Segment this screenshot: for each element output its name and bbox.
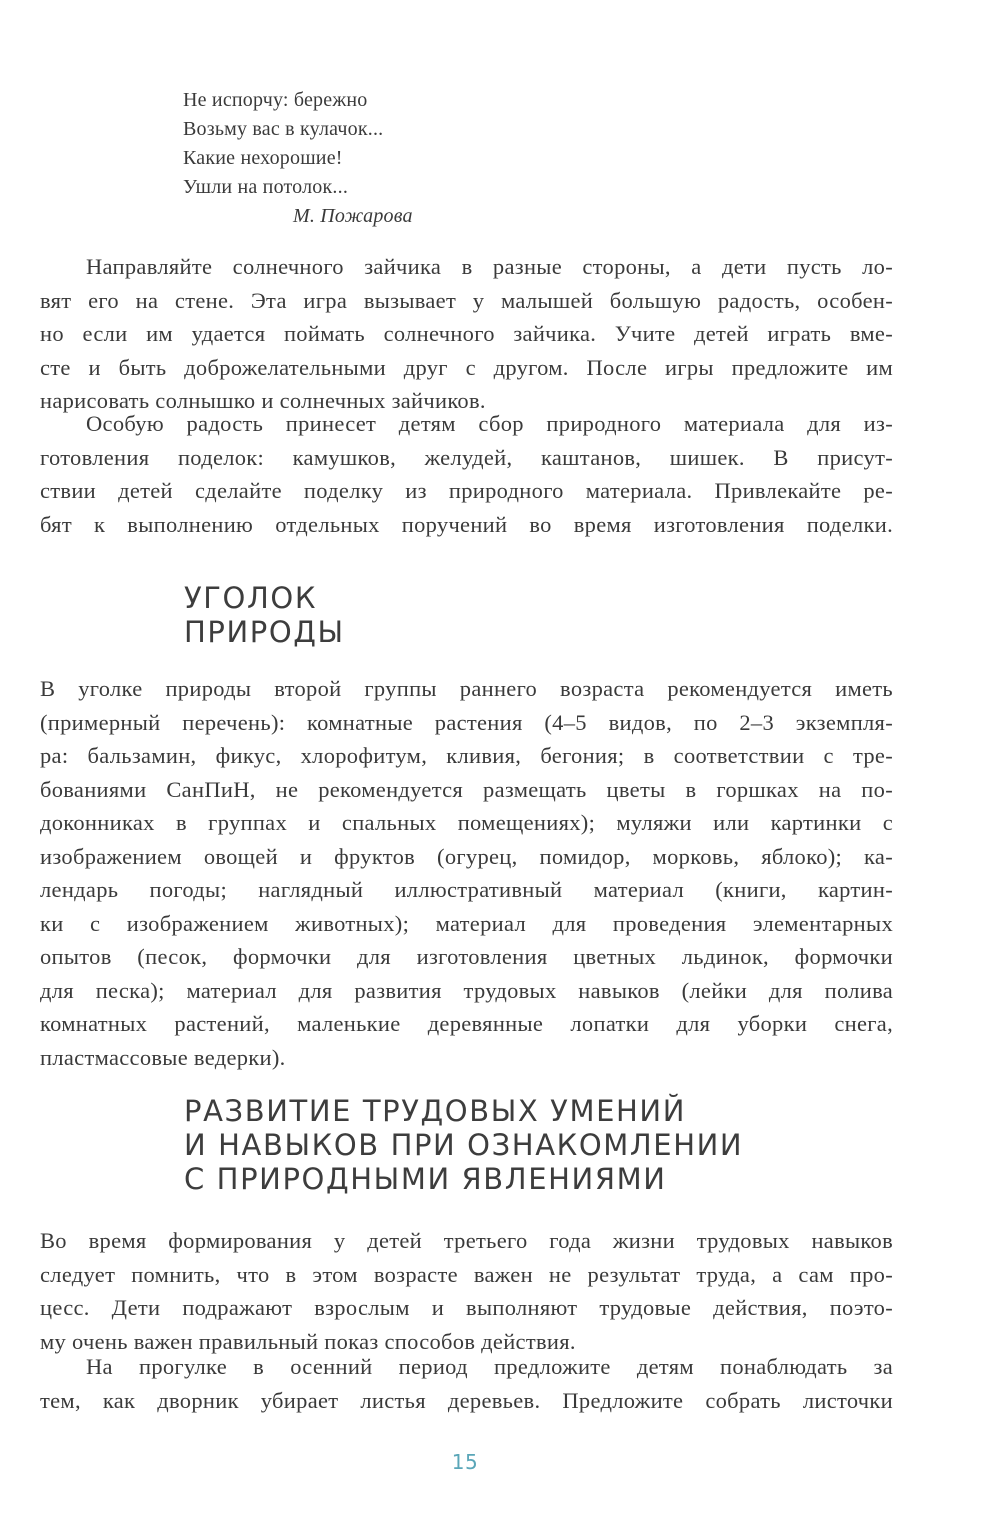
heading-line: УГОЛОК: [184, 581, 318, 615]
text-line: комнатных растений, маленькие деревянные лопатки для уборки снега,: [40, 1011, 893, 1036]
paragraph-nature-corner-list: [40, 672, 893, 1074]
page-number: 15: [451, 1450, 479, 1474]
text-line: вят его на стене. Эта игра вызывает у малышей большую радость, особен-: [40, 287, 893, 313]
heading-line: ПРИРОДЫ: [184, 615, 345, 649]
poem-line: Ушли на потолок...: [183, 176, 349, 198]
text-line: бованиями СанПиН, не рекомендуется размещать цветы в горшках на по-: [40, 776, 893, 802]
heading-line: С ПРИРОДНЫМИ ЯВЛЕНИЯМИ: [184, 1162, 667, 1196]
text-line: но если им удается поймать солнечного зайчика. Учите детей играть вме-: [40, 321, 893, 346]
text-line: готовления поделок: камушков, желудей, каштанов, шишек. В присут-: [40, 444, 893, 470]
text-line: тем, как дворник убирает листья деревьев. Предложите собрать листочки: [40, 1387, 893, 1413]
heading-line: И НАВЫКОВ ПРИ ОЗНАКОМЛЕНИИ: [184, 1128, 744, 1162]
section-heading-nature-corner: [184, 581, 345, 649]
text-line: Особую радость принесет детям сбор природного материала для из-: [86, 411, 893, 436]
text-line: сте и быть доброжелательными друг с другом. После игры предложите им: [40, 354, 893, 380]
text-line: Направляйте солнечного зайчика в разные стороны, а дети пусть ло-: [86, 254, 893, 279]
text-line: На прогулке в осенний период предложите детям понаблюдать за: [86, 1354, 893, 1379]
text-line: для песка); материал для развития трудовых навыков (лейки для полива: [40, 977, 893, 1003]
text-line: опытов (песок, формочки для изготовления цветных льдинок, формочки: [40, 944, 893, 969]
poem-author: М. Пожарова: [293, 205, 413, 227]
text-line: ствии детей сделайте поделку из природного материала. Привлекайте ре-: [40, 478, 893, 503]
text-line: пластмассовые ведерки).: [40, 1044, 286, 1070]
text-line: Во время формирования у детей третьего года жизни трудовых навыков: [40, 1228, 893, 1253]
text-line: лендарь погоды; наглядный иллюстративный материал (книги, картин-: [40, 877, 893, 902]
heading-line: РАЗВИТИЕ ТРУДОВЫХ УМЕНИЙ: [184, 1094, 686, 1128]
text-line: (примерный перечень): комнатные растения (4–5 видов, по 2–3 экземпля-: [40, 709, 893, 735]
text-line: бят к выполнению отдельных поручений во время изготовления поделки.: [40, 511, 893, 537]
text-line: цесс. Дети подражают взрослым и выполняют трудовые действия, поэто-: [40, 1295, 893, 1320]
paragraph-labor-process: [40, 1224, 893, 1358]
text-line: доконниках в группах и спальных помещениях); муляжи или картинки с: [40, 810, 893, 835]
section-heading-labor-skills: [184, 1094, 743, 1196]
poem: [183, 86, 413, 231]
poem-line: Возьму вас в кулачок...: [183, 118, 384, 140]
text-line: му очень важен правильный показ способов действия.: [40, 1328, 576, 1354]
text-line: изображением овощей и фруктов (огурец, помидор, морковь, яблоко); ка-: [40, 843, 893, 869]
text-line: следует помнить, что в этом возрасте важен не результат труда, а сам про-: [40, 1261, 893, 1287]
paragraph-autumn-walk: [40, 1350, 893, 1417]
text-line: ра: бальзамин, фикус, хлорофитум, кливия, бегония; в соответствии с тре-: [40, 743, 893, 768]
text-line: В уголке природы второй группы раннего возраста рекомендуется иметь: [40, 676, 893, 701]
text-line: нарисовать солнышко и солнечных зайчиков.: [40, 388, 486, 413]
poem-line: Какие нехорошие!: [183, 147, 343, 169]
paragraph-natural-material: [40, 407, 893, 541]
poem-line: Не испорчу: бережно: [183, 89, 368, 111]
text-line: ки с изображением животных); материал для проведения элементарных: [40, 910, 893, 936]
paragraph-sun-bunny: [40, 250, 893, 418]
